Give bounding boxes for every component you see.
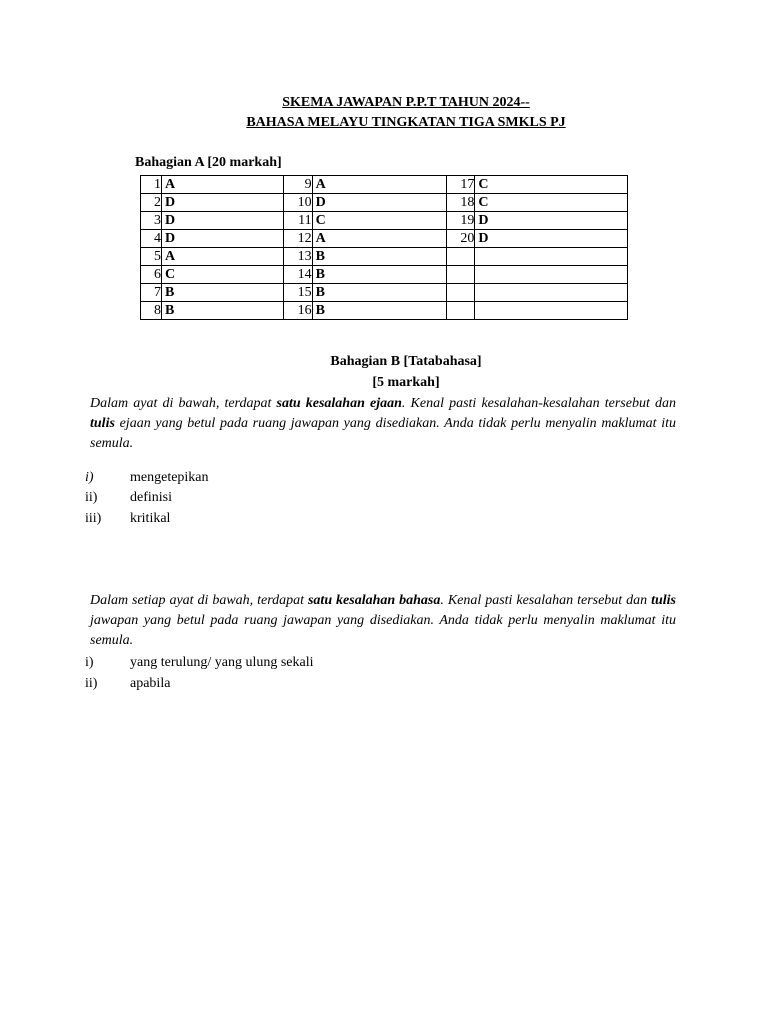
- item-answer: definisi: [130, 490, 172, 505]
- table-row: [141, 176, 628, 194]
- section-a-label: Bahagian A [20 markah]: [135, 155, 282, 170]
- item-answer: kritikal: [130, 511, 171, 526]
- table-row: [141, 302, 628, 320]
- question-number: 20: [447, 230, 475, 248]
- section-b-part2-instruction: [90, 591, 676, 651]
- instruction-text: jawapan yang betul pada ruang jawapan yang disediakan. Anda tidak perlu menyalin maklumat itu semula.: [90, 613, 676, 648]
- item-answer: apabila: [130, 676, 171, 691]
- answer-letter: D: [475, 230, 628, 248]
- answer-letter: B: [312, 284, 447, 302]
- question-number: 13: [283, 248, 312, 266]
- question-number: 11: [283, 212, 312, 230]
- answer-letter: [475, 248, 628, 266]
- list-item: [85, 674, 170, 694]
- answer-letter: C: [475, 176, 628, 194]
- instruction-text: . Kenal pasti kesalahan tersebut dan: [440, 593, 652, 608]
- question-number: 4: [141, 230, 162, 248]
- answer-letter: B: [312, 266, 447, 284]
- item-answer: yang terulung/ yang ulung sekali: [130, 655, 314, 670]
- section-b-part1-instruction: [90, 394, 676, 454]
- instruction-text: Dalam ayat di bawah, terdapat: [90, 396, 277, 411]
- answer-letter: A: [161, 176, 283, 194]
- item-answer: mengetepikan: [130, 470, 209, 485]
- question-number: 14: [283, 266, 312, 284]
- answer-letter: A: [161, 248, 283, 266]
- answer-letter: C: [475, 194, 628, 212]
- answer-letter: C: [312, 212, 447, 230]
- question-number: 12: [283, 230, 312, 248]
- table-row: [141, 230, 628, 248]
- answer-letter: B: [312, 302, 447, 320]
- question-number: [447, 266, 475, 284]
- answer-letter: D: [475, 212, 628, 230]
- answer-letter: D: [312, 194, 447, 212]
- item-number: ii): [85, 490, 98, 505]
- question-number: 1: [141, 176, 162, 194]
- table-row: [141, 248, 628, 266]
- question-number: 15: [283, 284, 312, 302]
- question-number: 7: [141, 284, 162, 302]
- answer-letter: B: [161, 284, 283, 302]
- instruction-emphasis: tulis: [651, 593, 676, 608]
- item-number: i): [85, 470, 94, 485]
- question-number: [447, 302, 475, 320]
- table-row: [141, 212, 628, 230]
- list-item: [85, 468, 209, 488]
- answer-letter: B: [161, 302, 283, 320]
- instruction-emphasis: satu kesalahan ejaan: [276, 396, 402, 411]
- question-number: 19: [447, 212, 475, 230]
- section-b-marks: [5 markah]: [372, 375, 440, 390]
- item-number: ii): [85, 676, 98, 691]
- item-number: iii): [85, 511, 102, 526]
- question-number: 2: [141, 194, 162, 212]
- list-item: [85, 653, 314, 673]
- answer-letter: B: [312, 248, 447, 266]
- section-a-answer-table: [140, 175, 628, 320]
- question-number: 5: [141, 248, 162, 266]
- question-number: 8: [141, 302, 162, 320]
- question-number: 6: [141, 266, 162, 284]
- answer-letter: D: [161, 194, 283, 212]
- instruction-text: . Kenal pasti kesalahan-kesalahan tersebut dan: [401, 396, 676, 411]
- answer-letter: D: [161, 212, 283, 230]
- list-item: [85, 509, 170, 529]
- question-number: 17: [447, 176, 475, 194]
- question-number: 9: [283, 176, 312, 194]
- answer-letter: [475, 266, 628, 284]
- instruction-emphasis: tulis: [90, 416, 115, 431]
- question-number: 10: [283, 194, 312, 212]
- table-row: [141, 194, 628, 212]
- section-b-title: Bahagian B [Tatabahasa]: [330, 354, 482, 369]
- item-number: i): [85, 655, 94, 670]
- answer-letter: D: [161, 230, 283, 248]
- answer-letter: A: [312, 230, 447, 248]
- instruction-text: ejaan yang betul pada ruang jawapan yang disediakan. Anda tidak perlu menyalin maklumat itu semula.: [90, 416, 676, 451]
- instruction-text: Dalam setiap ayat di bawah, terdapat: [90, 593, 308, 608]
- answer-letter: [475, 302, 628, 320]
- question-number: [447, 284, 475, 302]
- answer-letter: C: [161, 266, 283, 284]
- instruction-emphasis: satu kesalahan bahasa: [307, 593, 441, 608]
- question-number: 16: [283, 302, 312, 320]
- answer-letter: [475, 284, 628, 302]
- document-title: SKEMA JAWAPAN P.P.T TAHUN 2024--: [282, 95, 530, 110]
- table-row: [141, 266, 628, 284]
- table-row: [141, 284, 628, 302]
- question-number: 18: [447, 194, 475, 212]
- question-number: [447, 248, 475, 266]
- document-subtitle: BAHASA MELAYU TINGKATAN TIGA SMKLS PJ: [246, 115, 566, 130]
- question-number: 3: [141, 212, 162, 230]
- answer-letter: A: [312, 176, 447, 194]
- list-item: [85, 488, 172, 508]
